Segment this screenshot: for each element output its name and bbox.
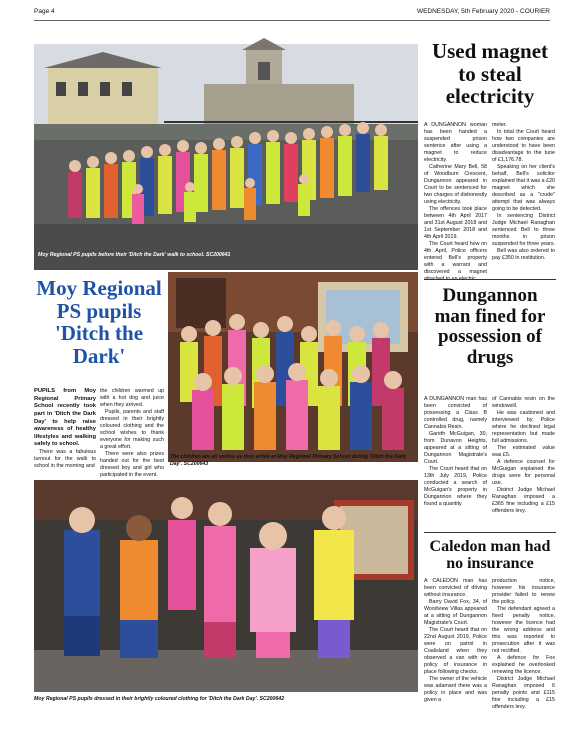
caledon-col-1 <box>424 578 487 703</box>
drugs-para: The Court heard that on 13th July 2019, Police conducted a search of McGuigan's property in Dungannon where they found a quantity <box>424 465 487 507</box>
caledon-para: Barry David Fox, 34, of Woodview Villas appeared at a sitting of Dungannon Magistrate's Court. <box>424 598 487 626</box>
dateline: WEDNESDAY, 5th February 2020 - COURIER <box>416 8 550 15</box>
drugs-para: He was cautioned and interviewed by Police where he declined legal representation but made full admissions. <box>492 409 555 444</box>
group-photo-image <box>34 44 418 270</box>
drugs-para: District Judge Michael Ranaghan imposed a £365 fine including a £15 offenders levy. <box>492 486 555 514</box>
drugs-col-1 <box>424 396 487 536</box>
moy-para: There was a fabulous turnout for the walk to school in the morning and <box>34 449 96 470</box>
caledon-para: production notice, however his insurance provider failed to renew the policy. <box>492 578 555 605</box>
photo-children-arriving <box>168 272 418 462</box>
page-header <box>34 6 550 21</box>
moy-headline: Moy Regional PS pupils 'Ditch the Dark' <box>36 276 162 369</box>
divider <box>424 532 556 533</box>
magnet-para: Bell was also ordered to pay £350 in restitution. <box>492 247 555 261</box>
photo3-caption: Moy Regional PS pupils dressed in their brightly coloured clothing for 'Ditch the Dark Day'. SC200642 <box>34 696 285 702</box>
drugs-col-2 <box>492 396 555 536</box>
drugs-para: of Cannabis resin on the windowsill. <box>492 396 555 409</box>
moy-para: Pupils, parents and staff dressed in their brightly coloured clothing and the school wishes to thank everyone for making such a great effort. <box>100 408 164 450</box>
magnet-col-1 <box>424 122 487 275</box>
caledon-col-2 <box>492 578 555 710</box>
caledon-para: District Judge Michael Ranaghan imposed 6 penalty points and £115 fine including a £15 offenders levy. <box>492 675 555 710</box>
magnet-col-2 <box>492 122 555 272</box>
caledon-para: The owner of the vehicle was adamant there was a policy in place and was given a <box>424 675 487 703</box>
caledon-para: The Court heard that on 22nd August 2019, Police were on patrol in Coalisland when they observed a van with no policy of insurance in place following checks. <box>424 626 487 675</box>
arrival-photo-image <box>168 272 418 462</box>
magnet-para: Catherine Mary Bell, 58 of Woodburn Crescent, Dungannon appeared in Court to be sentenced for two charges of dishonestly using electricity. <box>424 163 487 205</box>
photo1-caption: Moy Regional PS pupils before their 'Ditch the Dark' walk to school. SC200641 <box>38 252 231 258</box>
drugs-para: The estimated value was £5. <box>492 444 555 458</box>
divider <box>424 279 556 280</box>
moy-col-2 <box>100 388 164 483</box>
photo-brightly-dressed-pupils <box>34 480 418 692</box>
page-number: Page 4 <box>34 8 55 15</box>
caledon-para: A CALEDON man has been convicted of driving without insurance. <box>424 578 487 598</box>
magnet-para: The offences took place between 4th April 2017 and 31st August 2018 and 1st September 2018 and 4th April 2019. <box>424 205 487 240</box>
magnet-para: The Court heard how on 4th April, Police officers entered Bell's property with a warrant and discovered a magnet <box>424 240 487 275</box>
caledon-headline: Caledon man had no insurance <box>429 538 551 573</box>
caledon-para: The defendant agreed a fixed penalty notice, however the licence had the wrong address and this was reported to prosecution after it was not rectified. <box>492 605 555 654</box>
drugs-headline: Dungannon man fined for possession of drugs <box>434 285 546 368</box>
photo-pupils-before-walk <box>34 44 418 270</box>
moy-col-1 <box>34 388 96 483</box>
moy-para: There were also prizes handed out for the best dressed boy and girl who participated in the event. <box>100 450 164 478</box>
drugs-para: A DUNGANNON man has been convicted of possessing a Class B controlled drug, namely Cannabis Resin. <box>424 396 487 430</box>
pupils-photo-image <box>34 480 418 692</box>
magnet-para: A DUNGANNON woman has been handed a suspended prison sentence after using a magnet to reduce electricity. <box>424 122 487 163</box>
magnet-headline: Used magnet to steal electricity <box>431 39 549 109</box>
moy-para: the children warmed up with a hot dog and juice when they arrived. <box>100 388 164 408</box>
magnet-para: meter. <box>492 122 507 128</box>
caledon-para: A defence for Fox explained he overlooked renewing the licence. <box>492 654 555 675</box>
magnet-para: In total the Court heard how two companies are understood to have been disadvantage to the tune of £1,176.78. <box>492 128 555 163</box>
drugs-para: Gareth McGuigan, 30, from Dunavon Heights, appeared at a sitting of Dungannon Magistrate's Court. <box>424 430 487 465</box>
photo2-caption: The children are all smiles as they arrive at Moy Regional Primary School during 'Ditch the Dark Day'. SC200643 <box>170 454 406 467</box>
moy-intro: PUPILS from Moy Regional Primary School recently took part in 'Ditch the Dark Day' to help raise awareness of healthy lifestyles and walking safely to school. <box>34 388 96 448</box>
magnet-para: Speaking on her client's behalf, Bell's solicitor explained that it was a £20 magnet which she described as a "crude" attempt that was always going to be detected. <box>492 163 555 212</box>
drugs-para: A defence counsel for McGuigan explained the drugs were for personal use. <box>492 458 555 486</box>
magnet-para: In sentencing District Judge Michael Ranaghan sentenced Bell to three months in prison suspended for three years. <box>492 212 556 247</box>
